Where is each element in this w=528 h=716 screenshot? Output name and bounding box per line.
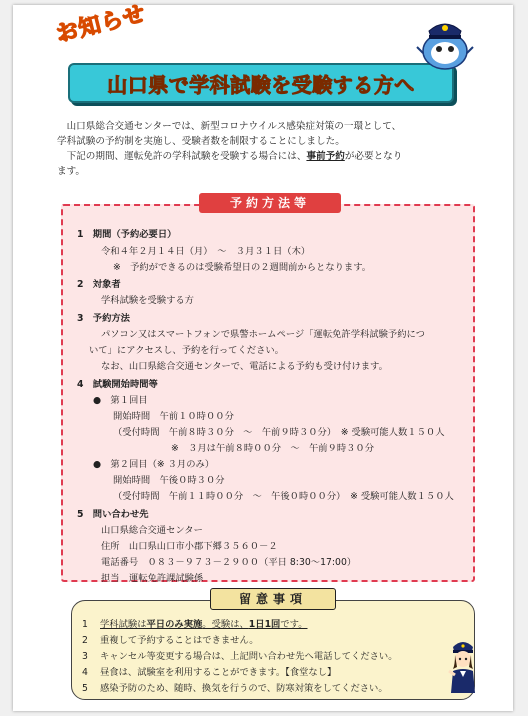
round2-start: 開始時間 午後０時３０分: [113, 475, 225, 486]
advance-reservation-text: 事前予約: [306, 151, 345, 162]
reservation-heading: 予約方法等: [199, 193, 341, 213]
method-title: 3 予約方法: [77, 313, 130, 324]
exam-times-title: 4 試験開始時間等: [77, 379, 158, 390]
caution-heading: 留意事項: [210, 588, 336, 610]
contact-title: 5 問い合わせ先: [77, 509, 149, 520]
intro-line: が必要となり: [344, 151, 403, 162]
intro-line: 学科試験の予約制を実施し、受験者数を制限することにしました。: [57, 136, 345, 147]
contact-person: 担当 運転免許課試験係: [101, 573, 204, 584]
intro-line: 山口県総合交通センターでは、新型コロナウイルス感染症対策の一環として、: [66, 121, 402, 132]
reservation-box: [61, 204, 475, 582]
intro-text: [57, 119, 469, 179]
police-mascot-icon: [415, 13, 475, 73]
page-title: 山口県で学科試験を受験する方へ: [107, 73, 415, 97]
caution-item: 2 重複して予約することはできません。: [82, 635, 259, 646]
notice-label: お知らせ: [53, 1, 149, 48]
caution-item: 5 感染予防のため、随時、換気を行うので、防寒対策をしてください。: [82, 683, 388, 694]
method-line: パソコン又はスマートフォンで県警ホームページ「運転免許学科試験予約につ: [101, 329, 425, 340]
intro-line: 下記の期間、運転免許の学科試験を受験する場合には、: [66, 151, 307, 162]
period-note: ※ 予約ができるのは受験希望日の２週間前からとなります。: [113, 262, 372, 273]
contact-org: 山口県総合交通センター: [101, 525, 203, 536]
intro-line: ます。: [57, 166, 86, 177]
caution-item: 3 キャンセル等変更する場合は、上記問い合わせ先へ電話してください。: [82, 651, 398, 662]
round1-reception: （受付時間 午前８時３０分 ～ 午前９時３０分） ※ 受験可能人数１５０人: [113, 427, 445, 438]
document-page: [13, 1, 513, 711]
round2-heading: ● 第２回目（※ ３月のみ）: [93, 459, 215, 470]
period-title: 1 期間（予約必要日）: [77, 229, 177, 240]
caution-box: [71, 600, 475, 700]
method-line: なお、山口県総合交通センターで、電話による予約も受け付けます。: [101, 361, 388, 372]
contact-phone: 電話番号 ０８３－９７３－２９００（平日 8:30～17:00）: [101, 557, 357, 568]
contact-address: 住所 山口県山口市小郡下郷３５６０－２: [101, 541, 278, 552]
target-title: 2 対象者: [77, 279, 121, 290]
title-banner: [68, 63, 454, 103]
target-body: 学科試験を受験する方: [101, 295, 194, 306]
round1-heading: ● 第１回目: [93, 395, 148, 406]
caution-item: 4 昼食は、試験室を利用することができます。【食堂なし】: [82, 667, 337, 678]
round1-start: 開始時間 午前１０時００分: [113, 411, 234, 422]
caution-item: 1 学科試験は平日のみ実施。受験は、1日1回です。: [82, 619, 308, 630]
round1-march-note: ※ ３月は午前８時００分 ～ 午前９時３０分: [171, 443, 375, 454]
police-officer-icon: [445, 637, 481, 693]
period-dates: 令和４年２月１４日（月） ～ ３月３１日（木）: [101, 246, 311, 257]
round2-reception: （受付時間 午前１１時００分 ～ 午後０時００分） ※ 受験可能人数１５０人: [113, 491, 454, 502]
method-line: いて」にアクセスし、予約を行ってください。: [89, 345, 284, 356]
